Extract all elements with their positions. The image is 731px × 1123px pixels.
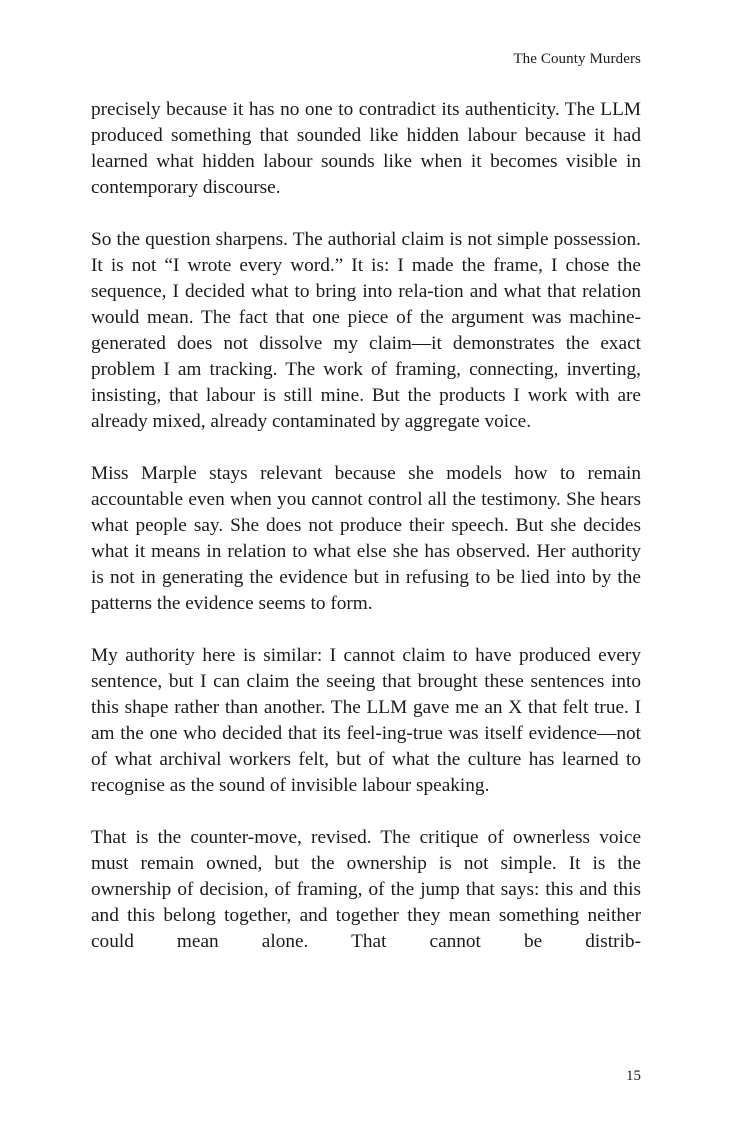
paragraph-2: So the question sharpens. The authorial claim is not simple possession. It is not “I wrote every word.” It is: I made the frame, I chose the sequence, I decided what to bring into rela-tion and what that relation would mean. The fact that one piece of the argument was machine-generated does not dissolve my claim—it demonstrates the exact problem I am tracking. The work of framing, connecting, inverting, insisting, that labour is still mine. But the products I work with are already mixed, already contaminated by aggregate voice. <box>91 229 641 432</box>
body-text <box>91 97 641 955</box>
paragraph-1: precisely because it has no one to contradict its authenticity. The LLM produced something that sounded like hidden labour because it had learned what hidden labour sounds like when it becomes visible in contemporary discourse. <box>91 99 641 198</box>
page-number: 15 <box>626 1068 641 1084</box>
paragraph-4: My authority here is similar: I cannot claim to have produced every sentence, but I can claim the seeing that brought these sentences into this shape rather than another. The LLM gave me an X that felt true. I am the one who decided that its feel-ing-true was itself evidence—not of what archival workers felt, but of what the culture has learned to recognise as the sound of invisible labour speaking. <box>91 645 641 796</box>
paragraph-3: Miss Marple stays relevant because she models how to remain accountable even when you cannot control all the testimony. She hears what people say. She does not produce their speech. But she decides what it means in relation to what else she has observed. Her authority is not in generating the evidence but in refusing to be lied into by the patterns the evidence seems to form. <box>91 463 641 614</box>
paragraph-5: That is the counter-move, revised. The critique of ownerless voice must remain owned, but the ownership is not simple. It is the ownership of decision, of framing, of the jump that says: this and this and this belong together, and together they mean something neither could mean alone. That cannot be distrib- <box>91 827 641 952</box>
running-head-title: The County Murders <box>513 51 641 67</box>
